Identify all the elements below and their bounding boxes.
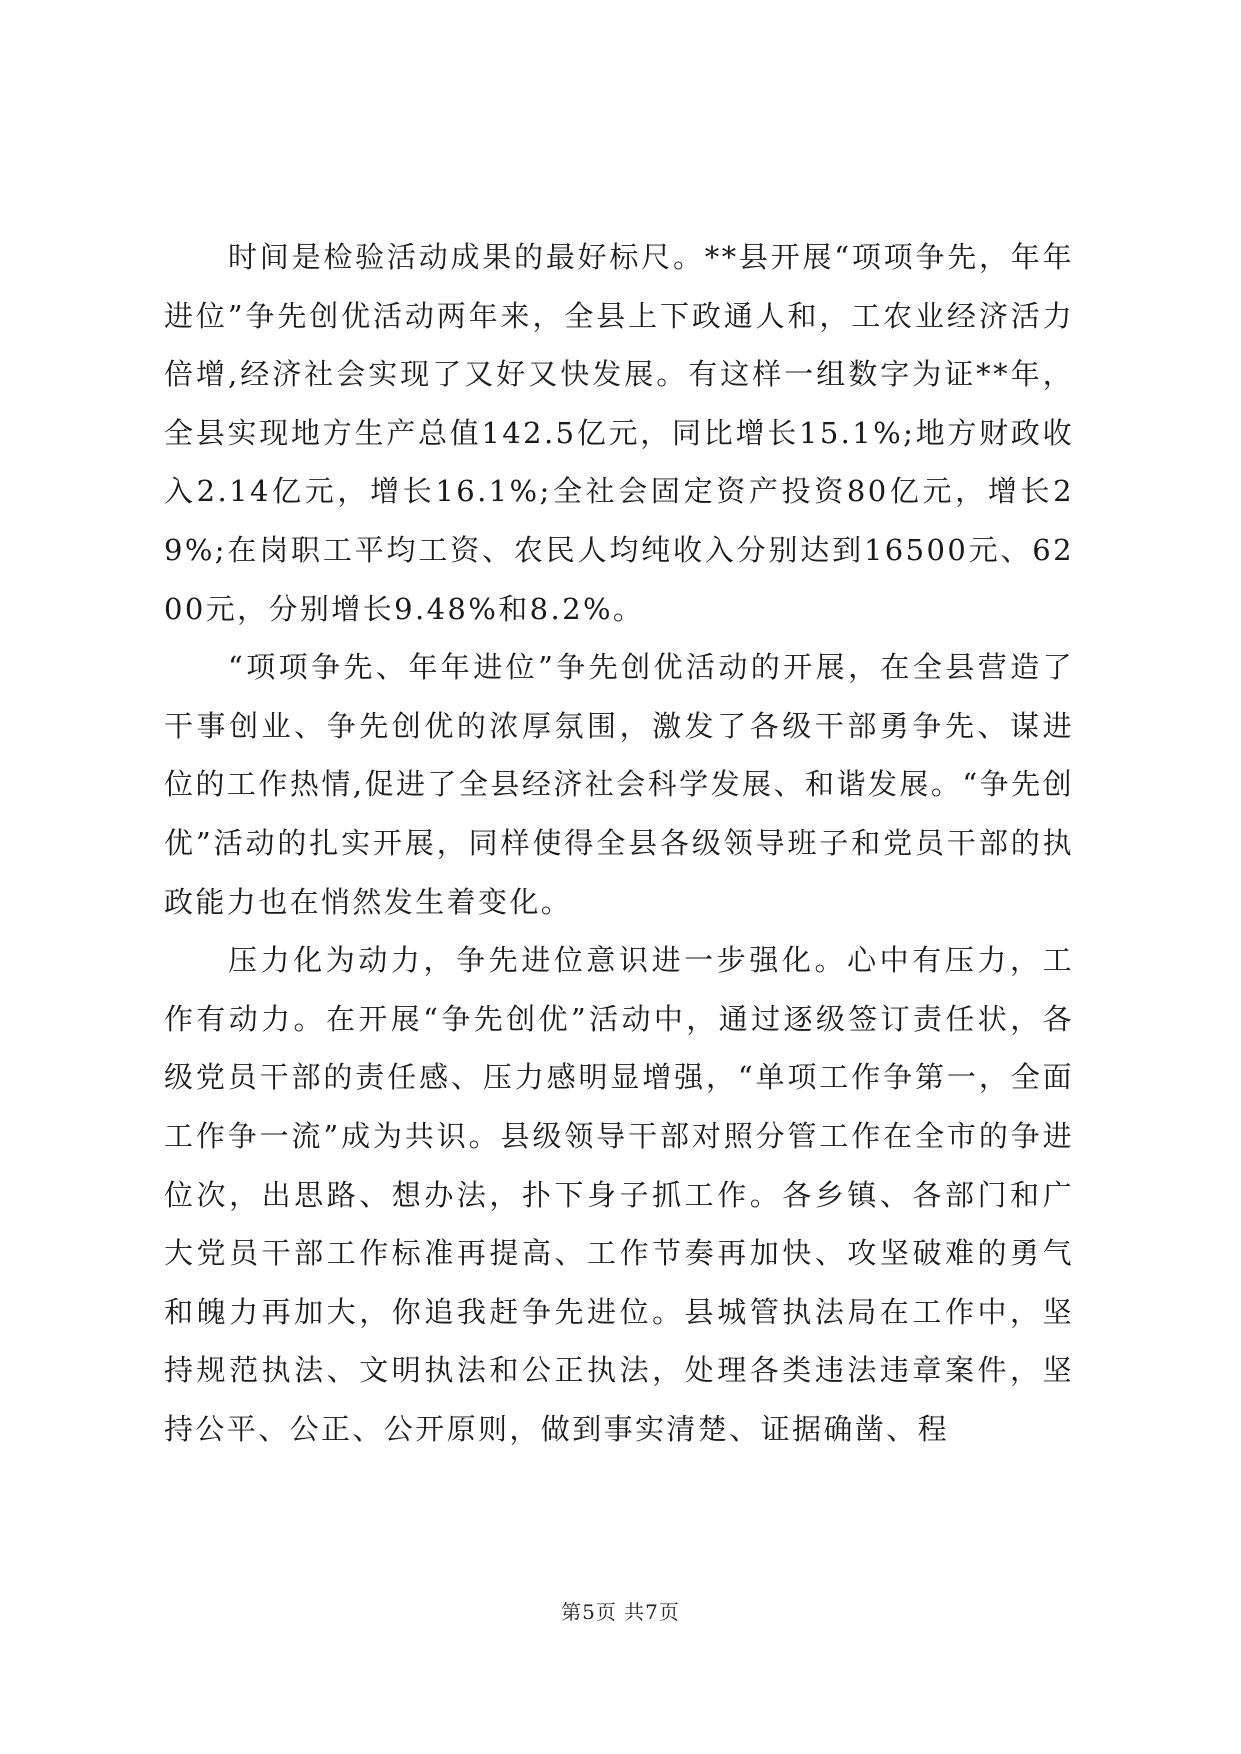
- paragraph-2: “项项争先、年年进位”争先创优活动的开展，在全县营造了干事创业、争先创优的浓厚氛围，激发了各级干部勇争先、谋进位的工作热情,促进了全县经济社会科学发展、和谐发展。“争先创优”活动的扎实开展，同样使得全县各级领导班子和党员干部的执政能力也在悄然发生着变化。: [164, 650, 1074, 919]
- paragraph-3: 压力化为动力，争先进位意识进一步强化。心中有压力，工作有动力。在开展“争先创优”活动中，通过逐级签订责任状，各级党员干部的责任感、压力感明显增强，“单项工作争第一，全面工作争一流”成为共识。县级领导干部对照分管工作在全市的争进位次，出思路、想办法，扑下身子抓工作。各乡镇、各部门和广大党员干部工作标准再提高、工作节奏再加快、攻坚破难的勇气和魄力再加大，你追我赶争先进位。县城管执法局在工作中，坚持规范执法、文明执法和公正执法，处理各类违法违章案件，坚持公平、公正、公开原则，做到事实清楚、证据确凿、程: [164, 943, 1074, 1446]
- page-footer: 第5页 共7页: [561, 1600, 680, 1624]
- paragraph-1: 时间是检验活动成果的最好标尺。**县开展“项项争先，年年进位”争先创优活动两年来，全县上下政通人和，工农业经济活力倍增,经济社会实现了又好又快发展。有这样一组数字为证**年，全县实现地方生产总值142.5亿元，同比增长15.1%;地方财政收入2.14亿元，增长16.1%;全社会固定资产投资80亿元，增长29%;在岗职工平均工资、农民人均纯收入分别达到16500元、6200元，分别增长9.48%和8.2%。: [164, 240, 1074, 626]
- document-body: [164, 228, 1074, 1458]
